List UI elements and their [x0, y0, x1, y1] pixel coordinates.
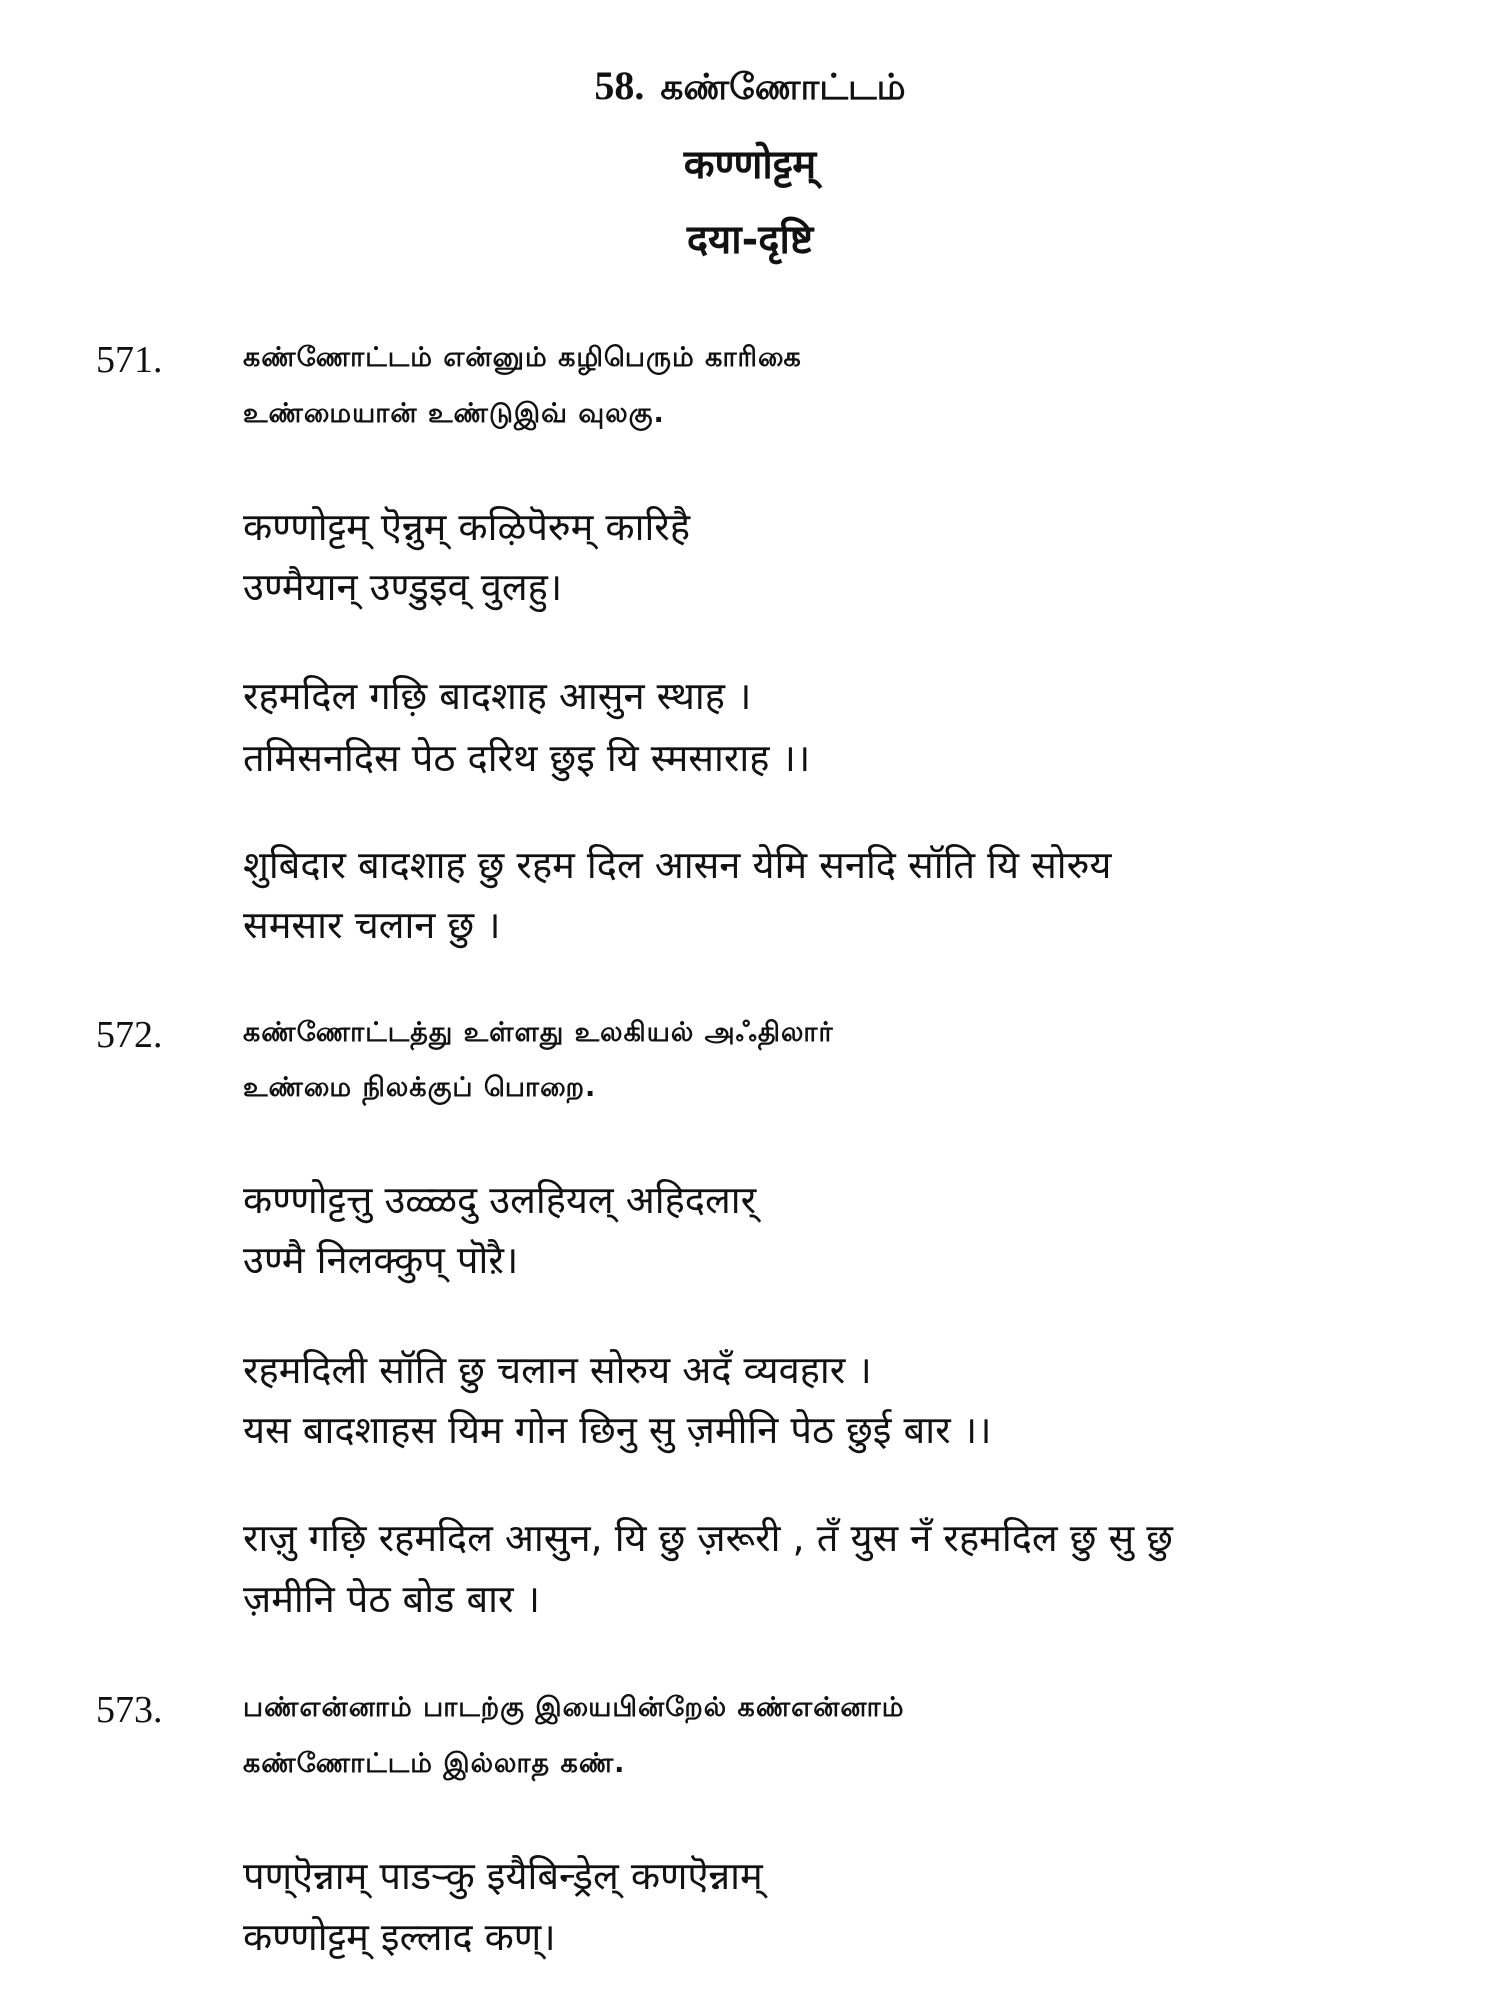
tamil-line-2: கண்ணோட்டம் இல்லாத கண்.	[243, 1748, 626, 1779]
tamil-line-1: கண்ணோட்டம் என்னும் கழிபெரும் காரிகை	[243, 342, 802, 373]
explanation-line-1: राज़ु गछ़ि रहमदिल आसुन, यि छु ज़रूरी , तँ युस नँ रहमदिल छु सु छु	[243, 1516, 1173, 1560]
kashmiri-verse-line-1: रहमदिल गछ़ि बादशाह आसुन स्थाह ।	[243, 674, 752, 718]
tamil-line-2: உண்மையான் உண்டுஇவ் வுலகு.	[243, 398, 665, 429]
explanation-line-1: शुबिदार बादशाह छु रहम दिल आसन येमि सनदि सॉति यि सोरुय	[243, 843, 1112, 887]
chapter-title-hindi: दया-दृष्टि	[686, 217, 814, 263]
verse-number: 572.	[96, 1014, 163, 1056]
kashmiri-verse-line-2: तमिसनदिस पेठ दरिथ छुइ यि स्मसाराह ।।	[243, 736, 811, 780]
transliteration-line-2: उण्मै निलक्कुप् पॊऱै।	[243, 1238, 519, 1282]
tamil-line-1: பண்என்னாம் பாடற்கு இயைபின்றேல் கண்என்னாம்	[243, 1692, 905, 1723]
transliteration-line-2: कण्णोट्टम् इल्लाद कण्।	[243, 1915, 556, 1959]
tamil-line-1: கண்ணோட்டத்து உள்ளது உலகியல் அஃதிலார்	[243, 1017, 834, 1048]
verse-number: 571.	[96, 339, 163, 381]
chapter-title-transliterated: कण्णोट्टम्	[683, 142, 817, 188]
chapter-title	[0, 62, 1500, 113]
tamil-line-2: உண்மை நிலக்குப் பொறை.	[243, 1072, 597, 1103]
transliteration-line-1: कण्णोट्टम् ऎन्नुम् कऴिपॆरुम् कारिहै	[243, 505, 691, 549]
transliteration-line-2: उण्मैयान् उण्डुइव् वुलहु।	[243, 565, 563, 609]
chapter-number: 58.	[594, 63, 645, 108]
kashmiri-verse-line-1: रहमदिली सॉति छु चलान सोरुय अदँ व्यवहार ।	[243, 1348, 872, 1392]
verse-number: 573.	[96, 1689, 163, 1731]
chapter-title-tamil: கண்ணோட்டம்	[660, 67, 906, 108]
kashmiri-verse-line-2: यस बादशाहस यिम गोन छिनु सु ज़मीनि पेठ छुई बार ।।	[243, 1408, 992, 1452]
transliteration-line-1: पण्ऎन्नाम् पाडऱ्कु इयैबिन्ड्रेल् कणऎन्नाम्	[243, 1854, 763, 1898]
explanation-line-2: ज़मीनि पेठ बोड बार ।	[243, 1577, 541, 1621]
transliteration-line-1: कण्णोट्टत्तु उळ्ळदु उलहियल् अहिदलार्	[243, 1178, 757, 1222]
explanation-line-2: समसार चलान छु ।	[243, 903, 501, 947]
